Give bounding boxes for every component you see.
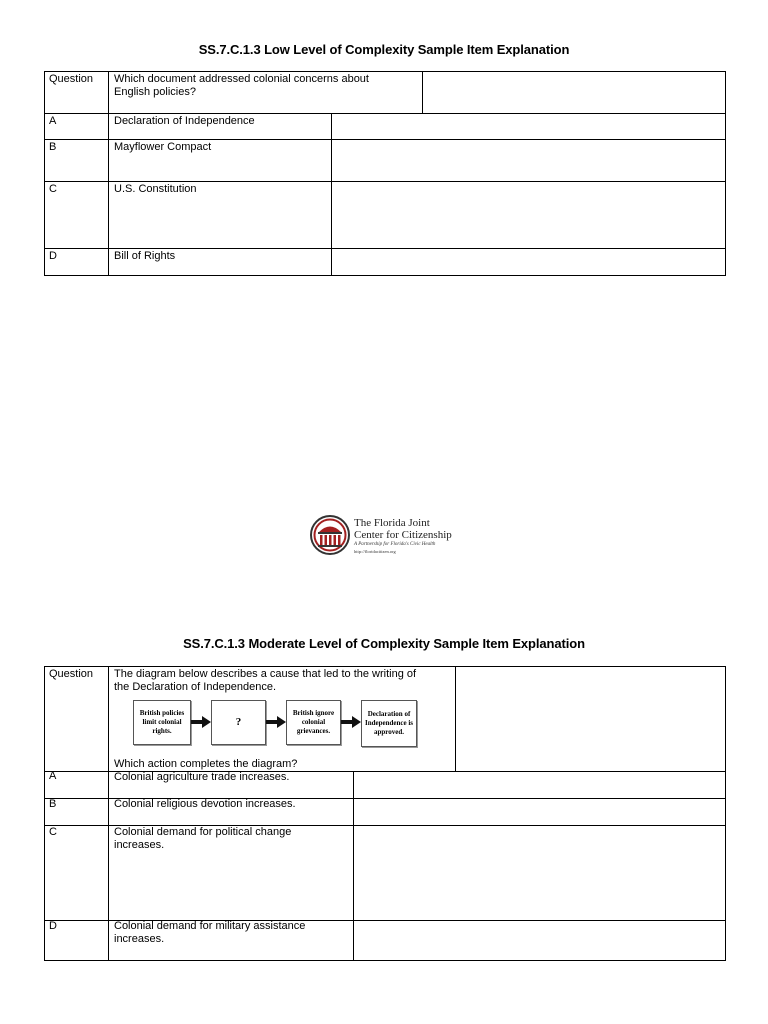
option-letter: A [49,770,57,782]
option-text: Bill of Rights [114,250,176,262]
option-letter: C [49,183,57,195]
section1-title: SS.7.C.1.3 Low Level of Complexity Sample Item Explanation [198,42,570,57]
option-text: Colonial agriculture trade increases. [114,771,290,783]
option-text: Colonial demand for military assistance increases. [114,920,306,945]
arrow-right-icon [191,716,211,728]
option-text: U.S. Constitution [114,183,197,195]
option-explanation [354,772,726,774]
option-explanation [332,249,726,251]
option-text: Declaration of Independence [114,115,255,127]
option-letter: C [49,826,57,838]
arrow-right-icon [341,716,361,728]
option-letter: D [49,920,57,932]
option-text: Colonial religious devotion increases. [114,798,296,810]
diagram-box: British policies limit colonial rights. [133,700,191,745]
option-letter: D [49,250,57,262]
question-text: The diagram below describes a cause that led to the writing of the Declaration of Independence. [114,668,417,693]
section2-title: SS.7.C.1.3 Moderate Level of Complexity Sample Item Explanation [183,636,585,651]
question-text: Which document addressed colonial concerns about English policies? [114,73,369,98]
option-text: Mayflower Compact [114,141,212,153]
option-explanation [332,140,726,142]
question-label: Question [49,668,94,680]
logo-title-line2: Center for Citizenship [354,529,452,541]
option-explanation [354,799,726,801]
section1-table-border [44,71,726,276]
diagram-box-blank: ? [211,700,266,745]
option-explanation [332,114,726,116]
logo-title-line1: The Florida Joint [354,517,430,529]
diagram-prompt: Which action completes the diagram? [114,758,298,770]
option-explanation [354,826,726,828]
florida-joint-center-logo [310,514,470,560]
option-explanation [332,182,726,184]
arrow-right-icon [266,716,286,728]
logo-tagline: A Partnership for Florida's Civic Health [354,542,436,547]
question-label: Question [49,73,94,85]
option-letter: B [49,141,57,153]
option-explanation [354,921,726,923]
diagram-box: Declaration of Independence is approved. [361,700,417,747]
option-text: Colonial demand for political change increases. [114,826,292,851]
capitol-dome-seal-icon [310,514,350,556]
logo-url: http://floridacitizen.org [354,549,396,554]
diagram-box: British ignore colonial grievances. [286,700,341,745]
option-letter: B [49,798,57,810]
option-letter: A [49,115,57,127]
